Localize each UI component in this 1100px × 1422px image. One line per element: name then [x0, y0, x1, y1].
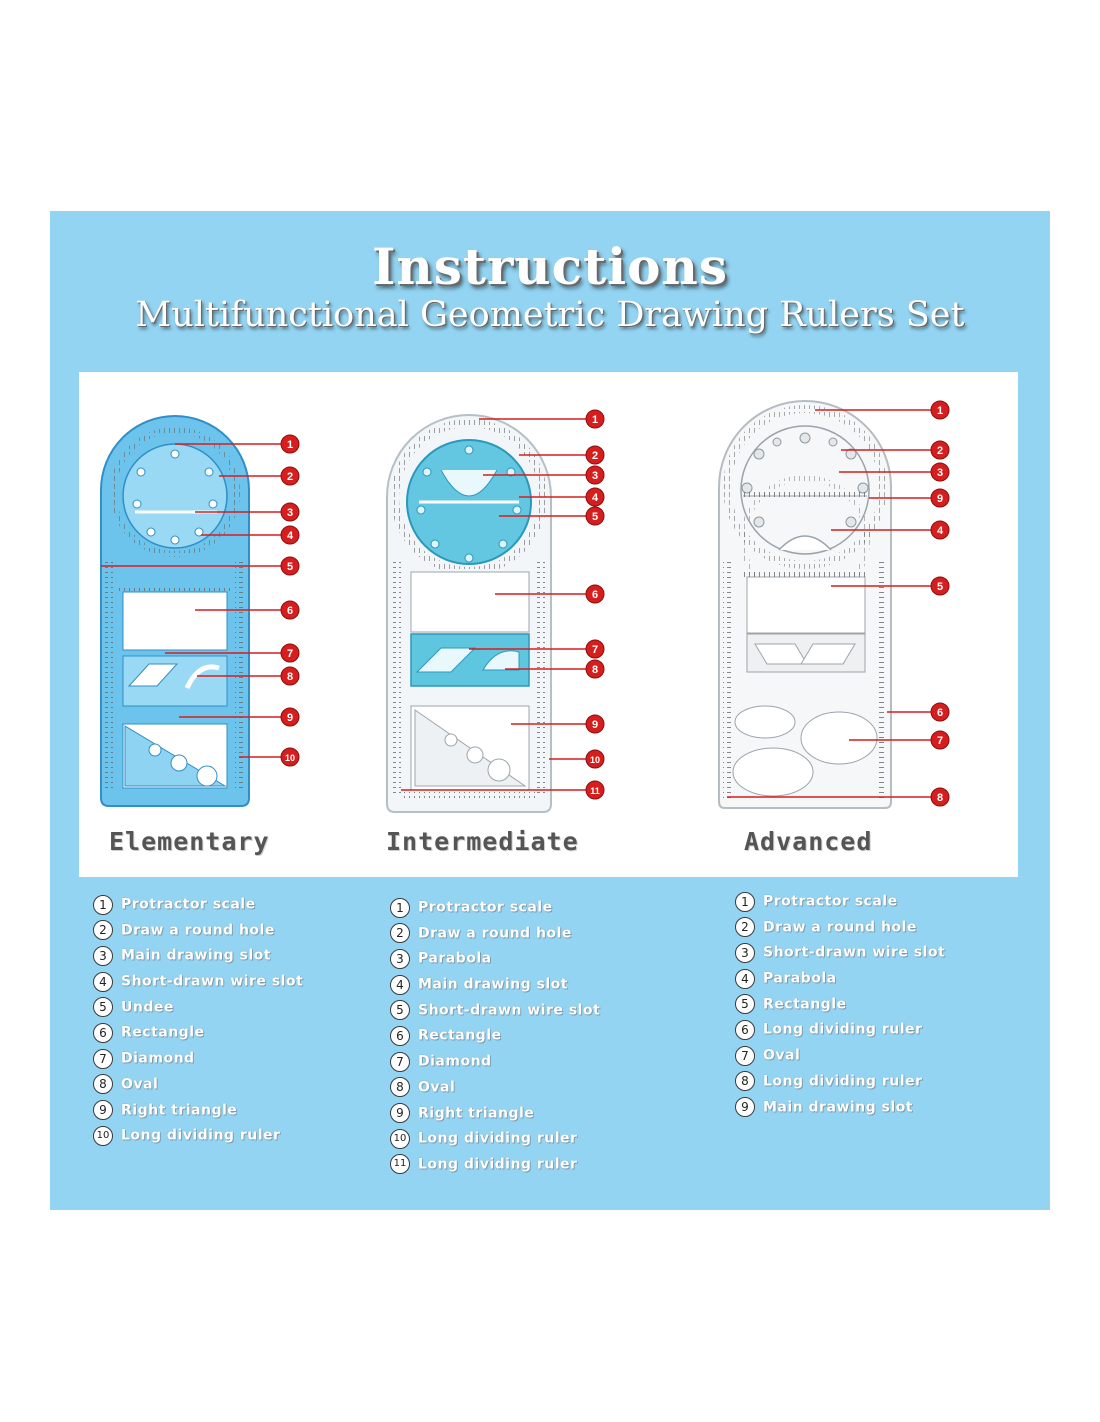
legend-number-badge: 9	[93, 1100, 113, 1120]
legend-number-badge: 6	[93, 1023, 113, 1043]
legend-item	[735, 1096, 945, 1122]
advanced-long-ruler-left	[723, 562, 731, 798]
legend-item-label: Parabola	[763, 970, 837, 987]
advanced-long-ruler-right	[879, 562, 887, 798]
legend-item-label: Main drawing slot	[418, 976, 568, 993]
legend-number-badge: 8	[93, 1074, 113, 1094]
advanced-ruler	[719, 401, 891, 808]
legend-number-badge: 8	[735, 1071, 755, 1091]
legend-item	[93, 1099, 303, 1125]
legend-item	[735, 993, 945, 1019]
callout-number: 7	[936, 735, 944, 747]
callout-number: 2	[936, 445, 944, 457]
legend-item	[390, 1076, 600, 1102]
intermediate-long-ruler-right	[537, 562, 545, 797]
intermediate-long-ruler-left	[393, 562, 401, 797]
legend-number-badge: 9	[390, 1103, 410, 1123]
legend-number-badge: 5	[390, 1000, 410, 1020]
callout-number: 3	[286, 507, 294, 519]
legend-item-label: Short-drawn wire slot	[763, 944, 946, 961]
legend-number-badge: 3	[735, 943, 755, 963]
legend-number-badge: 6	[735, 1020, 755, 1040]
callout-number: 10	[284, 753, 296, 763]
legend-number-badge: 11	[390, 1154, 410, 1174]
legend-item-label: Draw a round hole	[418, 925, 572, 942]
legend-item-label: Diamond	[121, 1050, 195, 1067]
legend-item	[735, 890, 945, 916]
callout-number: 1	[286, 439, 294, 451]
page-subtitle: Multifunctional Geometric Drawing Rulers Set	[135, 295, 965, 335]
legend-elementary	[93, 893, 303, 1150]
legend-number-badge: 7	[390, 1052, 410, 1072]
legend-item-label: Long dividing ruler	[763, 1073, 923, 1090]
legend-advanced	[735, 890, 945, 1121]
legend-number-badge: 5	[93, 997, 113, 1017]
elementary-rectangle	[123, 592, 227, 650]
callout-number: 8	[591, 664, 599, 676]
legend-item	[93, 1124, 303, 1150]
legend-number-badge: 7	[735, 1046, 755, 1066]
legend-item-label: Protractor scale	[121, 896, 256, 913]
legend-item	[735, 1044, 945, 1070]
elementary-round-hole-disc	[123, 444, 227, 548]
legend-item-label: Oval	[121, 1076, 159, 1093]
legend-item	[93, 893, 303, 919]
legend-item-label: Rectangle	[121, 1024, 205, 1041]
callout-number: 5	[591, 511, 599, 523]
legend-item-label: Protractor scale	[763, 893, 898, 910]
legend-item	[390, 999, 600, 1025]
instructions-panel	[50, 211, 1050, 1210]
legend-number-badge: 2	[93, 920, 113, 940]
level-label-intermediate: Intermediate	[386, 827, 579, 856]
legend-item	[93, 944, 303, 970]
legend-item	[390, 973, 600, 999]
legend-item	[93, 970, 303, 996]
callout-number: 1	[936, 405, 944, 417]
legend-number-badge: 2	[735, 917, 755, 937]
legend-number-badge: 1	[735, 892, 755, 912]
legend-item-label: Long dividing ruler	[418, 1130, 578, 1147]
callout-number: 9	[591, 719, 599, 731]
legend-item	[390, 1127, 600, 1153]
legend-item-label: Long dividing ruler	[418, 1156, 578, 1173]
legend-number-badge: 5	[735, 994, 755, 1014]
rulers-drawing	[79, 372, 1018, 877]
legend-item-label: Protractor scale	[418, 899, 553, 916]
legend-item-label: Rectangle	[418, 1027, 502, 1044]
callout-number: 7	[591, 644, 599, 656]
callout-number: 6	[591, 589, 599, 601]
legend-item-label: Short-drawn wire slot	[121, 973, 304, 990]
level-label-elementary: Elementary	[109, 827, 270, 856]
page-title: Instructions	[371, 237, 729, 296]
legend-number-badge: 1	[93, 895, 113, 915]
intermediate-rectangle	[411, 572, 529, 632]
callout-number: 4	[591, 492, 599, 504]
callout-number: 3	[591, 470, 599, 482]
legend-item	[735, 1070, 945, 1096]
legend-item-label: Undee	[121, 999, 174, 1016]
legend-number-badge: 7	[93, 1049, 113, 1069]
callout-number: 6	[286, 605, 294, 617]
legend-item	[93, 1021, 303, 1047]
legend-item-label: Right triangle	[418, 1105, 535, 1121]
legend-item	[390, 1102, 600, 1128]
legend-item	[735, 1018, 945, 1044]
callout-number: 10	[589, 755, 601, 765]
callout-number: 6	[936, 707, 944, 719]
level-label-advanced: Advanced	[744, 827, 873, 856]
callout-number: 11	[590, 786, 600, 796]
legend-number-badge: 4	[93, 972, 113, 992]
callout-number: 8	[286, 671, 294, 683]
legend-number-badge: 9	[735, 1097, 755, 1117]
legend-item-label: Main drawing slot	[763, 1099, 913, 1115]
callout-number: 4	[936, 525, 944, 537]
legend-item-label: Oval	[763, 1047, 801, 1064]
callout-number: 2	[591, 450, 599, 462]
legend-item-label: Short-drawn wire slot	[418, 1002, 601, 1019]
legend-number-badge: 10	[390, 1129, 410, 1149]
legend-item	[93, 996, 303, 1022]
callout-number: 9	[936, 493, 944, 505]
callout-number: 4	[286, 530, 294, 542]
advanced-oval	[801, 712, 877, 764]
legend-item-label: Draw a round hole	[121, 922, 275, 939]
legend-number-badge: 4	[735, 969, 755, 989]
legend-item-label: Long dividing ruler	[763, 1021, 923, 1038]
rulers-illustration	[79, 372, 1018, 877]
legend-number-badge: 3	[390, 949, 410, 969]
legend-item	[93, 919, 303, 945]
legend-number-badge: 3	[93, 946, 113, 966]
legend-item	[390, 922, 600, 948]
legend-item-label: Right triangle	[121, 1102, 238, 1118]
legend-item	[735, 967, 945, 993]
legend-item-label: Main drawing slot	[121, 947, 271, 964]
legend-item	[93, 1047, 303, 1073]
callout-number: 9	[286, 712, 294, 724]
callout-number: 1	[591, 414, 599, 426]
callout-number: 7	[286, 648, 294, 660]
legend-number-badge: 1	[390, 898, 410, 918]
legend-item-label: Rectangle	[763, 996, 847, 1013]
legend-item-label: Draw a round hole	[763, 919, 917, 936]
legend-number-badge: 2	[390, 923, 410, 943]
legend-item-label: Long dividing ruler	[121, 1127, 281, 1144]
elementary-ruler	[101, 416, 249, 806]
legend-item	[735, 941, 945, 967]
callout-number: 8	[936, 792, 944, 804]
legend-number-badge: 8	[390, 1077, 410, 1097]
legend-item	[390, 947, 600, 973]
callout-number: 2	[286, 471, 294, 483]
legend-item	[390, 1153, 600, 1179]
legend-item	[390, 1050, 600, 1076]
legend-number-badge: 4	[390, 975, 410, 995]
legend-item	[390, 896, 600, 922]
legend-item	[390, 1024, 600, 1050]
callout-number: 3	[936, 467, 944, 479]
legend-number-badge: 6	[390, 1026, 410, 1046]
legend-intermediate	[390, 896, 600, 1179]
legend-item	[93, 1073, 303, 1099]
callout-number: 5	[286, 561, 294, 573]
legend-item-label: Diamond	[418, 1053, 492, 1070]
legend-item	[735, 916, 945, 942]
legend-item-label: Parabola	[418, 950, 492, 967]
legend-number-badge: 10	[93, 1126, 113, 1146]
legend-item-label: Oval	[418, 1079, 456, 1096]
callout-number: 5	[936, 581, 944, 593]
